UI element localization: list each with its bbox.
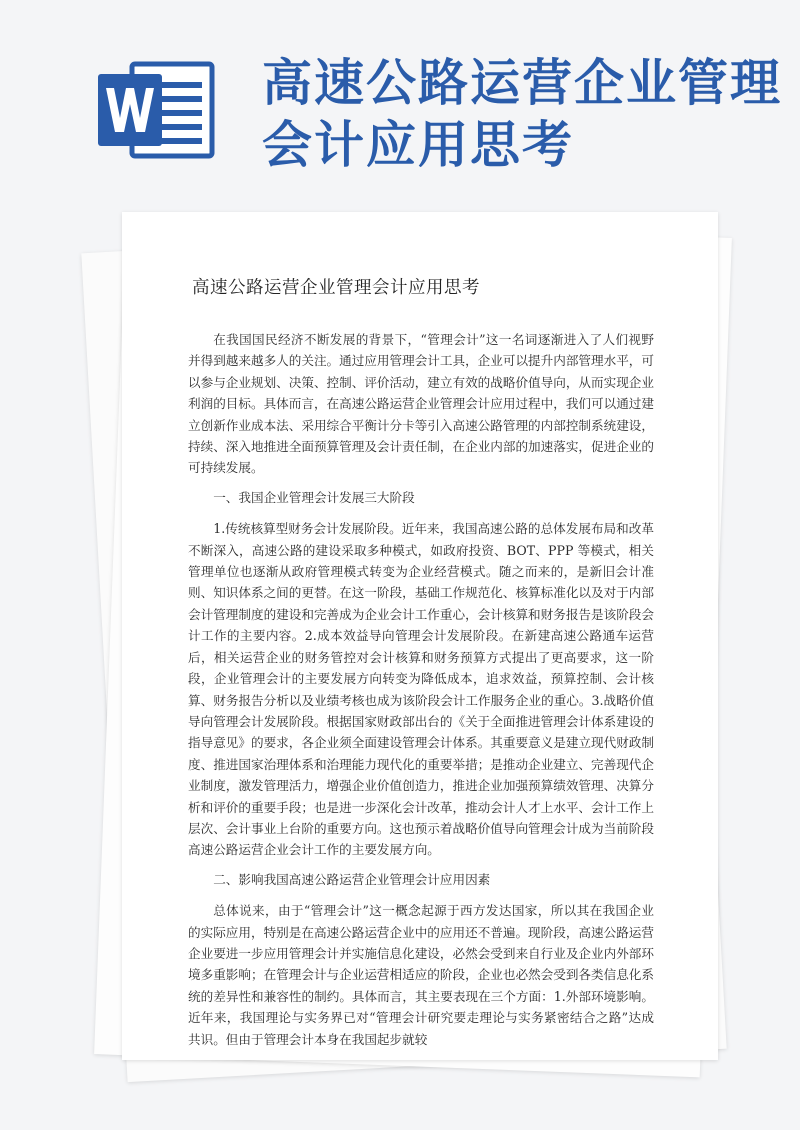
section-2-paragraph: 总体说来，由于“管理会计”这一概念起源于西方发达国家，所以其在我国企业的实际应用，特别是在高速公路运营企业中的应用还不普遍。现阶段，高速公路运营企业要进一步应用管理会计并实施信息化建设，必然会受到来自行业及企业内外部环境多重影响；在管理会计与企业运营相适应的阶段，企业也必然会受到各类信息化系统的差异性和兼容性的制约。具体而言，其主要表现在三个方面：1.外部环境影响。近年来，我国理论与实务界已对“管理会计研究要走理论与实务紧密结合之路”达成共识。但由于管理会计本身在我国起步就较: [188, 903, 654, 1047]
section-1-heading: 一、我国企业管理会计发展三大阶段: [213, 489, 415, 505]
banner-title-line-2: 会计应用思考: [262, 116, 574, 174]
header-banner: [0, 0, 800, 200]
intro-paragraph: 在我国国民经济不断发展的背景下，“管理会计”这一名词逐渐进入了人们视野并得到越来越多人的关注。通过应用管理会计工具，企业可以提升内部管理水平，可以参与企业规划、决策、控制、评价活动，建立有效的战略价值导向，从而实现企业利润的目标。具体而言，在高速公路运营企业管理会计应用过程中，我们可以通过建立创新作业成本法、采用综合平衡计分卡等引入高速公路管理的内部控制系统建设，持续、深入地推进全面预算管理及会计责任制，在企业内部的加速落实，促进企业的可持续发展。: [188, 332, 654, 476]
word-document-icon: [98, 60, 216, 160]
document-title: 高速公路运营企业管理会计应用思考: [192, 278, 480, 298]
document-page: [122, 212, 718, 1060]
section-2-heading: 二、影响我国高速公路运营企业管理会计应用因素: [213, 871, 491, 887]
banner-title-line-1: 高速公路运营企业管理: [262, 54, 782, 112]
section-1-paragraph: 1.传统核算型财务会计发展阶段。近年来，我国高速公路的总体发展布局和改革不断深入，高速公路的建设采取多种模式，如政府投资、BOT、PPP 等模式，相关管理单位也逐渐从政府管理模式转变为企业经营模式。随之而来的，是新旧会计准则、知识体系之间的更替。在这一阶段，基础工作规范化、核算标准化以及对于内部会计管理制度的建设和完善成为企业会计工作重心，会计核算和财务报告是该阶段会计工作的主要内容。2.成本效益导向管理会计发展阶段。在新建高速公路通车运营后，相关运营企业的财务管控对会计核算和财务预算方式提出了更高要求，这一阶段，企业管理会计的主要发展方向转变为降低成本，追求效益，预算控制、会计核算、财务报告分析以及业绩考核也成为该阶段会计工作服务企业的重心。3.战略价值导向管理会计发展阶段。根据国家财政部出台的《关于全面推进管理会计体系建设的指导意见》的要求，各企业须全面建设管理会计体系。其重要意义是建立现代财政制度、推进国家治理体系和治理能力现代化的重要举措；是推动企业建立、完善现代企业制度，激发管理活力，增强企业价值创造力，推进企业加强预算绩效管理、决算分析和评价的重要手段；也是进一步深化会计改革，推动会计人才上水平、会计工作上层次、会计事业上台阶的重要方向。这也预示着战略价值导向管理会计成为当前阶段高速公路运营企业会计工作的主要发展方向。: [188, 521, 654, 858]
banner-title: [262, 52, 782, 176]
document-body: [188, 274, 654, 1050]
